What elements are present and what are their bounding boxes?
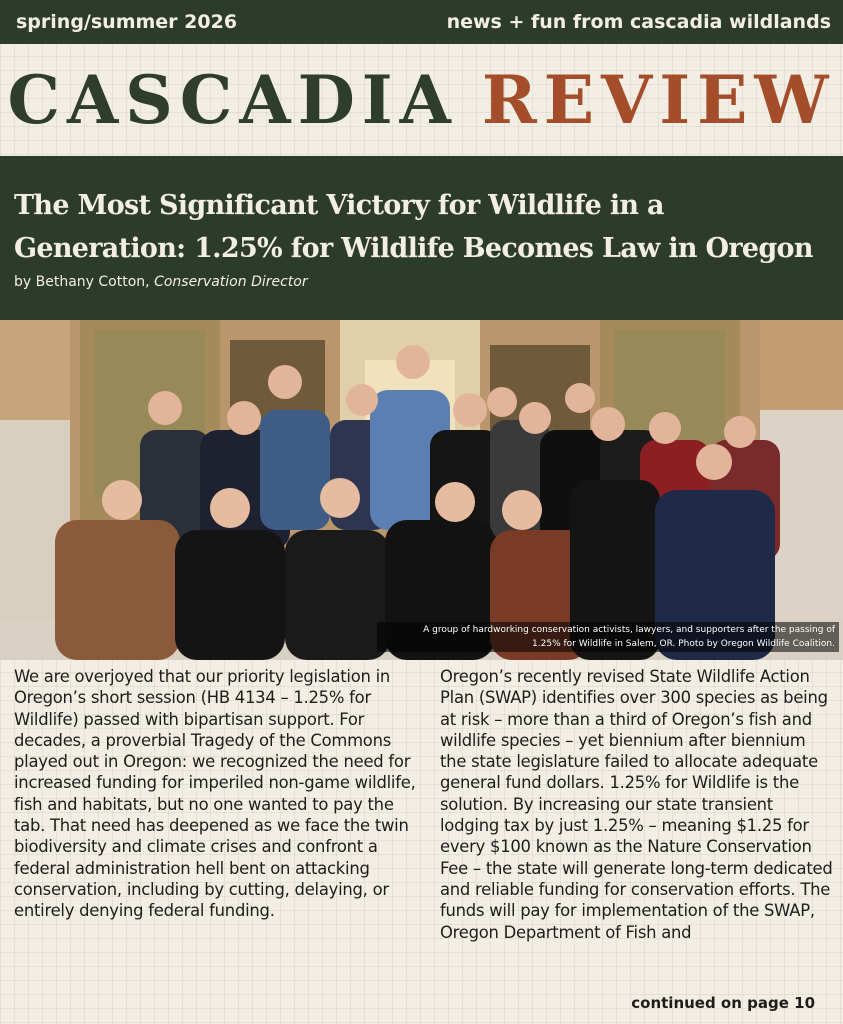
byline-role: Conservation Director — [154, 274, 308, 290]
photo-caption — [377, 622, 839, 652]
article-column-2: Oregon’s recently revised State Wildlife Action Plan (SWAP) identifies over 300 species as being at risk – more than a third of Oregon’s fish and wildlife species – yet biennium after biennium the state legislature failed to allocate adequate general fund dollars. 1.25% for Wildlife is the solution. By increasing our state transient lodging tax by just 1.25% – meaning $1.25 for every $100 known as the Nature Conservation Fee – the state will generate long-term dedicated and reliable funding for conservation efforts. The funds will pay for implementation of the SWAP, Oregon Department of Fish and — [440, 667, 833, 942]
group-photo — [0, 320, 843, 660]
continued-on-page: continued on page 10 — [631, 994, 815, 1012]
byline-author: by Bethany Cotton, — [14, 274, 155, 290]
issue-label: spring/summer 2026 — [16, 11, 238, 33]
masthead-word-review: REVIEW — [481, 61, 836, 139]
tagline: news + fun from cascadia wildlands — [446, 11, 831, 33]
masthead-word-cascadia: CASCADIA — [7, 61, 458, 139]
article-headline — [14, 184, 831, 270]
headline-line-1: The Most Significant Victory for Wildlife in a — [14, 190, 664, 221]
top-banner — [0, 0, 843, 44]
photo-caption-line-1: A group of hardworking conservation activists, lawyers, and supporters after the passing of — [423, 625, 835, 635]
byline — [14, 274, 831, 290]
headline-line-2: Generation: 1.25% for Wildlife Becomes Law in Oregon — [14, 233, 813, 264]
article-header — [0, 156, 843, 320]
group-photo-illustration — [0, 320, 843, 660]
article-column-1: We are overjoyed that our priority legislation in Oregon’s short session (HB 4134 – 1.25% for Wildlife) passed with bipartisan support. For decades, a proverbial Tragedy of the Commons played out in Oregon: we recognized the need for increased funding for imperiled non-game wildlife, fish and habitats, but no one wanted to pay the tab. That need has deepened as we face the twin biodiversity and climate crises and confront a federal administration hell bent on attacking conservation, including by cutting, delaying, or entirely denying federal funding. — [14, 667, 416, 921]
masthead — [0, 44, 843, 156]
photo-caption-line-2: 1.25% for Wildlife in Salem, OR. Photo by Oregon Wildlife Coalition. — [532, 639, 835, 649]
